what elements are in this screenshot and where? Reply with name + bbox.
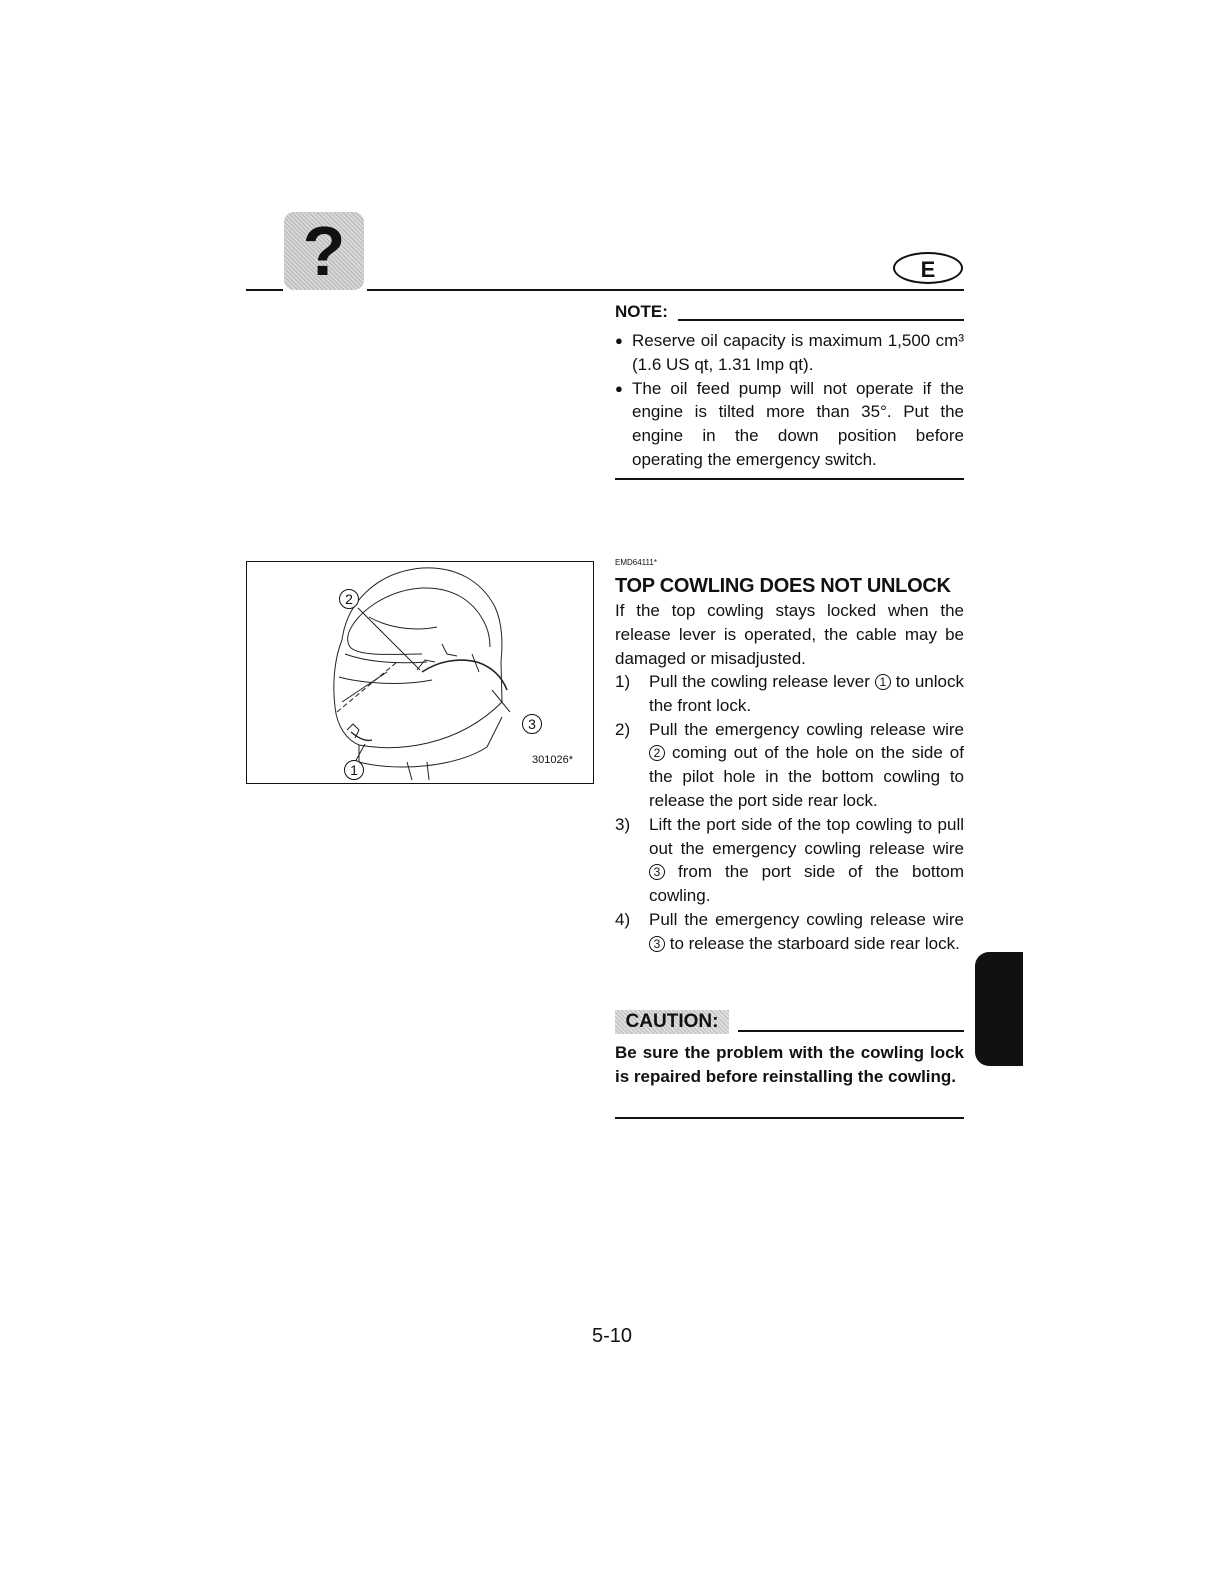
section-code: EMD64111* — [615, 558, 657, 567]
callout-2: 2 — [339, 589, 359, 609]
caution-text: Be sure the problem with the cowling lock is repaired before reinstalling the cowling. — [615, 1043, 964, 1086]
note-item: ● Reserve oil capacity is maximum 1,500 cm³ (1.6 US qt, 1.31 Imp qt). — [615, 329, 964, 377]
step-text-pre: Pull the cowling release lever — [649, 672, 870, 691]
chapter-side-tab — [975, 952, 1023, 1066]
step-ref: 3 — [649, 864, 665, 880]
question-glyph: ? — [302, 212, 346, 290]
question-mark-icon — [284, 212, 364, 290]
note-heading: NOTE: — [615, 302, 668, 321]
step-ref: 2 — [649, 745, 665, 761]
caution-label: CAUTION: — [615, 1010, 729, 1034]
callout-1: 1 — [344, 760, 364, 780]
note-item: ● The oil feed pump will not operate if the engine is tilted more than 35°. Put the engine in the down position before operating the emergency switch. — [615, 377, 964, 472]
language-badge: E — [893, 252, 963, 284]
note-bottom-rule — [615, 478, 964, 480]
step-item — [615, 718, 964, 813]
figure-id: 301026* — [532, 754, 573, 766]
page-number: 5-10 — [591, 1325, 633, 1347]
step-number: 2) — [615, 719, 631, 739]
step-text-post: from the port side of the bottom cowling. — [649, 862, 964, 906]
step-number: 1) — [615, 672, 631, 691]
step-text-post: coming out of the hole on the side of the pilot hole in the bottom cowling to release the port side rear lock. — [649, 743, 964, 810]
step-text-post: to release the starboard side rear lock. — [669, 933, 960, 953]
step-ref: 1 — [875, 674, 891, 690]
step-ref: 3 — [649, 936, 665, 952]
step-number: 4) — [615, 909, 631, 929]
steps-list — [615, 670, 964, 956]
step-number: 3) — [615, 814, 631, 834]
caution-heading-rule — [738, 1030, 964, 1032]
outboard-cowling-drawing — [247, 562, 592, 782]
note-list — [615, 329, 964, 472]
caution-bottom-rule — [615, 1117, 964, 1119]
step-text-post: to unlock the front lock. — [649, 672, 964, 715]
step-item — [615, 670, 964, 718]
header-rule-left — [246, 289, 283, 291]
callout-3: 3 — [522, 714, 542, 734]
cowling-illustration — [246, 561, 594, 784]
header-rule-right — [367, 289, 964, 291]
section-intro: If the top cowling stays locked when the release lever is operated, the cable may be damaged or misadjusted. — [615, 601, 964, 668]
step-text-pre: Pull the emergency cowling release wire — [649, 719, 964, 739]
step-text-pre: Pull the emergency cowling release wire — [649, 909, 964, 929]
step-text-pre: Lift the port side of the top cowling to pull out the emergency cowling release wire — [649, 814, 964, 858]
section-title: TOP COWLING DOES NOT UNLOCK — [615, 575, 951, 597]
step-item — [615, 813, 964, 908]
note-heading-rule — [678, 319, 964, 321]
step-item — [615, 908, 964, 956]
